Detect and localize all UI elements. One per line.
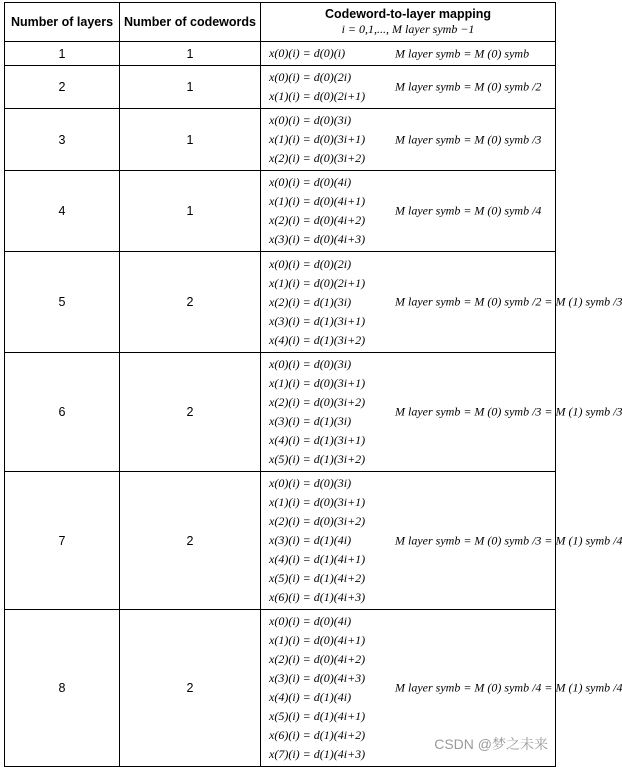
mapping-equation: x(1)(i) = d(0)(4i+1) [269, 194, 366, 208]
symbol-count-relation: M layer symb = M (0) symb /2 = M (1) symb /3 [395, 294, 622, 309]
cell-number-of-codewords: 1 [120, 171, 261, 252]
symbol-count-relation: M layer symb = M (0) symb /3 [395, 132, 542, 146]
mapping-equation: x(3)(i) = d(1)(4i) [269, 533, 352, 547]
cell-number-of-layers: 8 [5, 610, 120, 767]
mapping-equation: x(7)(i) = d(1)(4i+3) [269, 747, 366, 761]
mapping-equation: x(3)(i) = d(1)(3i+1) [269, 313, 366, 328]
mapping-equation: x(2)(i) = d(1)(3i) [269, 294, 352, 309]
cell-number-of-codewords: 2 [120, 472, 261, 610]
mapping-equation: x(1)(i) = d(0)(3i+1) [269, 495, 366, 509]
header-number-of-layers: Number of layers [5, 3, 120, 42]
mapping-equation: x(4)(i) = d(1)(3i+2) [269, 332, 366, 347]
mapping-equation: x(5)(i) = d(1)(4i+2) [269, 571, 366, 585]
mapping-equation: x(2)(i) = d(0)(3i+2) [269, 395, 366, 409]
cell-number-of-layers: 6 [5, 353, 120, 472]
header-row [5, 3, 556, 42]
symbol-count-relation: M layer symb = M (0) symb /3 = M (1) symb /4 [395, 533, 622, 547]
table-row [5, 171, 556, 252]
cell-number-of-codewords: 1 [120, 66, 261, 109]
mapping-equation: x(2)(i) = d(0)(3i+2) [269, 514, 366, 528]
mapping-equation: x(0)(i) = d(0)(4i) [269, 175, 352, 189]
mapping-equation: x(0)(i) = d(0)(2i) [269, 70, 352, 84]
mapping-equation: x(5)(i) = d(1)(3i+2) [269, 452, 366, 466]
symbol-count-relation: M layer symb = M (0) symb [395, 46, 530, 60]
mapping-equation: x(0)(i) = d(0)(2i) [269, 256, 352, 271]
cell-number-of-codewords: 2 [120, 610, 261, 767]
table-row [5, 109, 556, 171]
mapping-equation: x(4)(i) = d(1)(4i+1) [269, 552, 366, 566]
mapping-equation: x(1)(i) = d(0)(3i+1) [269, 376, 366, 390]
mapping-equation: x(0)(i) = d(0)(i) [269, 46, 346, 60]
cell-number-of-layers: 1 [5, 42, 120, 66]
mapping-equation: x(1)(i) = d(0)(4i+1) [269, 633, 366, 647]
mapping-equation: x(0)(i) = d(0)(4i) [269, 614, 352, 628]
symbol-count-relation: M layer symb = M (0) symb /4 [395, 203, 542, 218]
cell-number-of-layers: 2 [5, 66, 120, 109]
symbol-count-relation: M layer symb = M (0) symb /4 = M (1) symb /4 [395, 680, 622, 695]
codeword-to-layer-table [4, 2, 622, 767]
mapping-equation: x(0)(i) = d(0)(3i) [269, 476, 352, 490]
table-row [5, 353, 556, 472]
mapping-equation: x(6)(i) = d(1)(4i+3) [269, 590, 366, 604]
cell-number-of-layers: 5 [5, 252, 120, 353]
mapping-equation: x(2)(i) = d(0)(3i+2) [269, 151, 366, 165]
table-row [5, 472, 556, 610]
cell-mapping [261, 42, 556, 66]
mapping-equation: x(4)(i) = d(1)(3i+1) [269, 433, 366, 447]
mapping-equation: x(2)(i) = d(0)(4i+2) [269, 652, 366, 666]
mapping-equation: x(6)(i) = d(1)(4i+2) [269, 728, 366, 742]
table-row [5, 42, 556, 66]
mapping-equation: x(1)(i) = d(0)(3i+1) [269, 132, 366, 146]
table-row [5, 252, 556, 353]
mapping-equation: x(3)(i) = d(1)(3i) [269, 414, 352, 428]
mapping-equation: x(0)(i) = d(0)(3i) [269, 357, 352, 371]
table-row [5, 66, 556, 109]
cell-number-of-codewords: 1 [120, 42, 261, 66]
mapping-equation: x(1)(i) = d(0)(2i+1) [269, 275, 366, 290]
mapping-equation: x(0)(i) = d(0)(3i) [269, 113, 352, 127]
mapping-equation: x(2)(i) = d(0)(4i+2) [269, 213, 366, 227]
header-mapping [261, 3, 556, 42]
cell-number-of-layers: 4 [5, 171, 120, 252]
cell-mapping [261, 353, 622, 472]
cell-number-of-codewords: 2 [120, 353, 261, 472]
watermark: CSDN @梦之未来 [434, 736, 548, 752]
symbol-count-relation: M layer symb = M (0) symb /2 [395, 79, 542, 94]
mapping-equation: x(3)(i) = d(0)(4i+3) [269, 232, 366, 246]
header-number-of-codewords: Number of codewords [120, 3, 261, 42]
header-mapping-title: Codeword-to-layer mapping [325, 7, 491, 21]
cell-mapping [261, 109, 556, 171]
table-body [5, 42, 622, 767]
cell-number-of-layers: 3 [5, 109, 120, 171]
symbol-count-relation: M layer symb = M (0) symb /3 = M (1) symb /3 [395, 404, 622, 419]
header-mapping-range: i = 0,1,..., M layer symb −1 [341, 22, 475, 36]
mapping-equation: x(5)(i) = d(1)(4i+1) [269, 709, 366, 723]
mapping-equation: x(1)(i) = d(0)(2i+1) [269, 89, 366, 103]
cell-number-of-codewords: 1 [120, 109, 261, 171]
cell-mapping [261, 472, 622, 610]
cell-number-of-layers: 7 [5, 472, 120, 610]
mapping-equation: x(4)(i) = d(1)(4i) [269, 690, 352, 704]
mapping-equation: x(3)(i) = d(0)(4i+3) [269, 671, 366, 685]
cell-mapping [261, 171, 556, 252]
cell-mapping [261, 252, 622, 353]
cell-mapping [261, 66, 556, 109]
cell-number-of-codewords: 2 [120, 252, 261, 353]
